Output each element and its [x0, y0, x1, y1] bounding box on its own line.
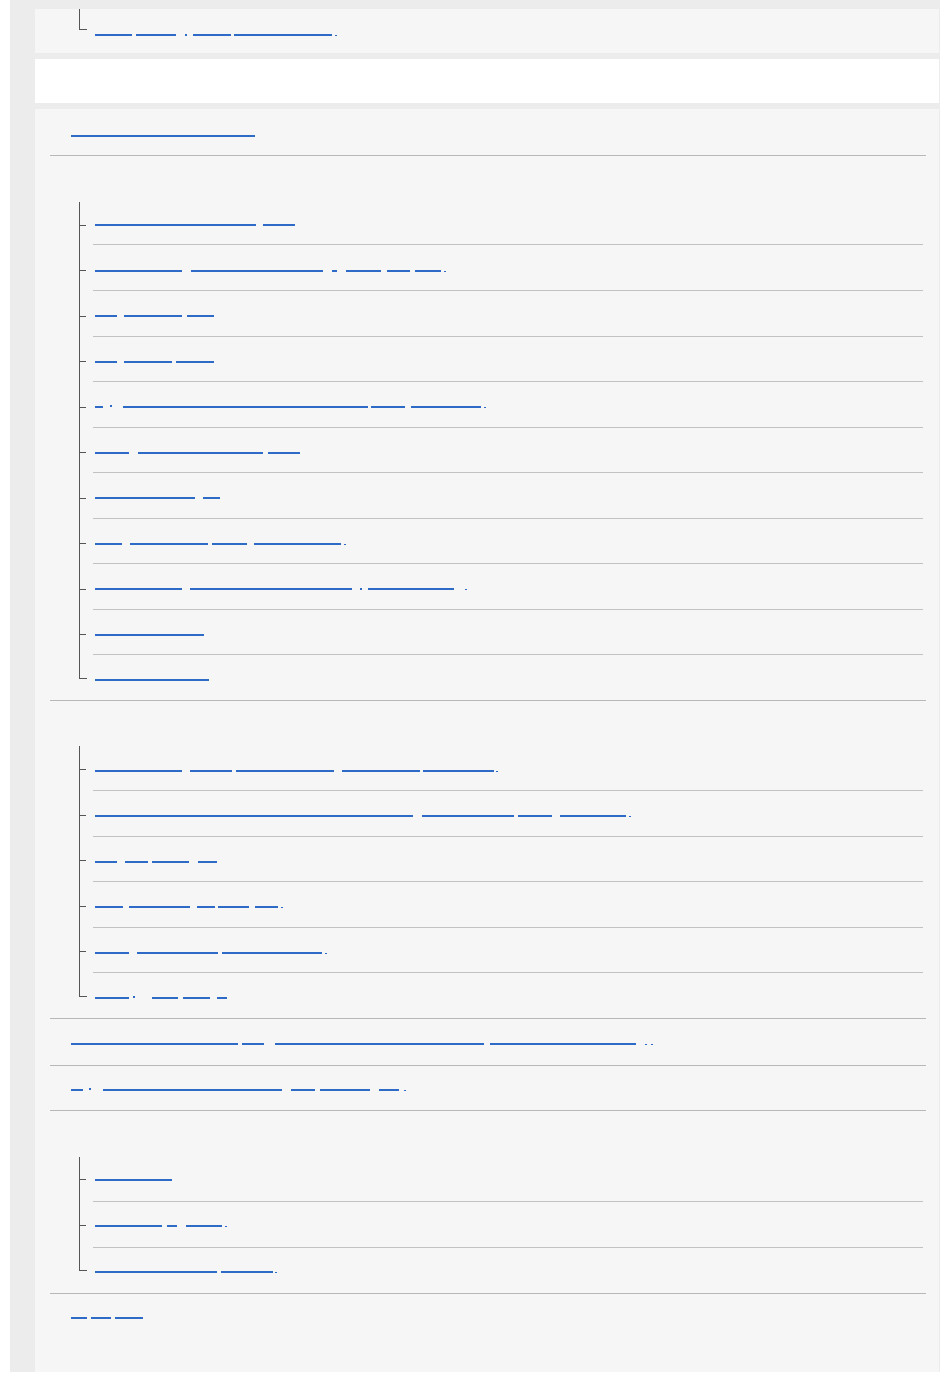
toc-section-link[interactable]: [71, 129, 261, 139]
divider: [93, 654, 923, 655]
divider: [93, 881, 923, 882]
divider: [93, 336, 923, 337]
divider: [50, 700, 926, 701]
divider: [93, 472, 923, 473]
divider: [50, 1065, 926, 1066]
toc-link[interactable]: [95, 219, 305, 229]
tree-line: [79, 9, 80, 30]
divider: [93, 790, 923, 791]
toc-main: [35, 109, 939, 1372]
divider: [50, 155, 926, 156]
toc-link[interactable]: [95, 447, 310, 457]
tree-line: [79, 202, 80, 679]
toc-link[interactable]: [95, 674, 220, 684]
toc-link[interactable]: [95, 947, 340, 957]
divider: [50, 1018, 926, 1019]
toc-link[interactable]: [95, 1266, 290, 1276]
divider: [50, 1110, 926, 1111]
divider: [93, 972, 923, 973]
toc-link[interactable]: [71, 1038, 661, 1048]
divider: [50, 1293, 926, 1294]
toc-link[interactable]: [95, 1220, 240, 1230]
toc-link[interactable]: [95, 356, 225, 366]
toc-link[interactable]: [71, 1084, 416, 1094]
divider: [93, 836, 923, 837]
toc-link[interactable]: [95, 538, 355, 548]
toc-link[interactable]: [95, 583, 475, 593]
tree-line: [79, 746, 80, 997]
divider: [93, 427, 923, 428]
toc-link[interactable]: [95, 265, 455, 275]
toc-fragment-top: [35, 9, 939, 53]
toc-link[interactable]: [95, 401, 495, 411]
toc-link[interactable]: [95, 629, 215, 639]
toc-link[interactable]: [95, 901, 295, 911]
tree-line: [79, 1157, 80, 1271]
divider: [93, 290, 923, 291]
toc-link[interactable]: [95, 810, 640, 820]
divider: [93, 381, 923, 382]
toc-link[interactable]: [95, 856, 225, 866]
toc-link[interactable]: [71, 1312, 156, 1322]
toc-link[interactable]: [95, 992, 240, 1002]
header-bar: [35, 59, 939, 103]
toc-link[interactable]: [95, 492, 230, 502]
divider: [93, 518, 923, 519]
toc-link[interactable]: [95, 29, 340, 39]
toc-link[interactable]: [95, 310, 225, 320]
divider: [93, 244, 923, 245]
divider: [93, 609, 923, 610]
divider: [93, 1201, 923, 1202]
divider: [93, 927, 923, 928]
toc-link[interactable]: [95, 1174, 185, 1184]
toc-link[interactable]: [95, 765, 505, 775]
divider: [93, 563, 923, 564]
divider: [93, 1247, 923, 1248]
page-frame: [10, 0, 940, 1372]
